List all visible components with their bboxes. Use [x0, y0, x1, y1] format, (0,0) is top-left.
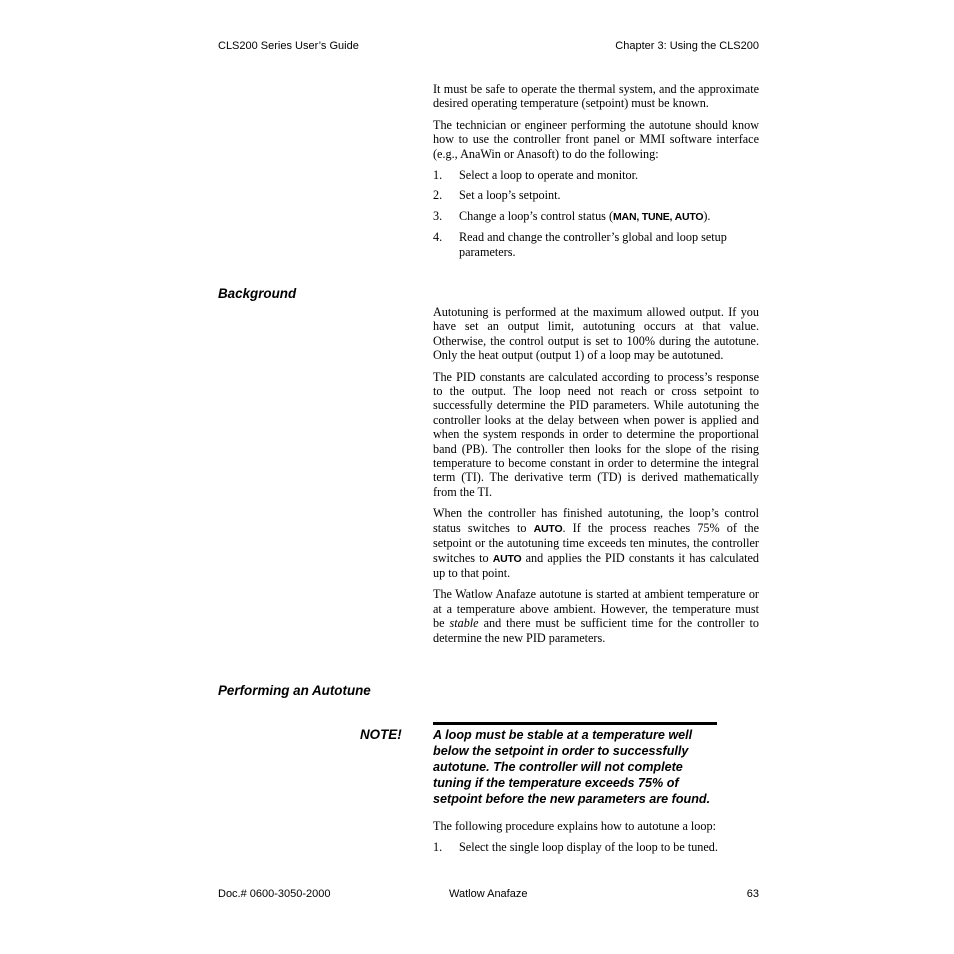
section-heading-performing-autotune: Performing an Autotune: [218, 683, 371, 698]
footer-doc-number: Doc.# 0600-3050-2000: [218, 888, 331, 900]
procedure-intro: The following procedure explains how to autotune a loop:: [433, 819, 716, 833]
note-divider: [433, 722, 717, 725]
list-item: 1. Select a loop to operate and monitor.: [433, 168, 639, 183]
list-item: 1. Select the single loop display of the loop to be tuned.: [433, 840, 718, 855]
control-status-keywords: MAN, TUNE, AUTO: [613, 210, 704, 223]
intro-paragraph-1: It must be safe to operate the thermal system, and the approximate desired operating temperature (setpoint) must be known.: [433, 82, 759, 111]
background-paragraph-4: The Watlow Anafaze autotune is started at ambient temperature or at a temperature above ambient. However, the temperature must be stable and there must be sufficient time for the controller to determine the new PID parameters.: [433, 587, 759, 645]
note-label: NOTE!: [360, 727, 402, 742]
running-header-chapter: Chapter 3: Using the CLS200: [615, 40, 759, 52]
list-item: 4. Read and change the controller’s global and loop setup parameters.: [433, 230, 727, 259]
background-section: [433, 305, 759, 652]
intro-paragraph-2: The technician or engineer performing the autotune should know how to use the controller front panel or MMI software interface (e.g., AnaWin or Anasoft) to do the following:: [433, 117, 759, 161]
list-item: 3. Change a loop’s control status (MAN, TUNE, AUTO).: [433, 208, 711, 223]
intro-section: [433, 82, 759, 265]
intro-steps-list: [433, 168, 759, 259]
background-paragraph-3: When the controller has finished autotuning, the loop’s control status switches to AUTO. If the process reaches 75% of the setpoint or the autotuning time exceeds ten minutes, the controller switches to AUTO and applies the PID constants it has calculated up to that point.: [433, 506, 760, 580]
running-header-title: CLS200 Series User’s Guide: [218, 40, 359, 52]
footer-company: Watlow Anafaze: [449, 888, 528, 900]
page-number: 63: [746, 888, 759, 900]
list-item: 2. Set a loop’s setpoint.: [433, 188, 561, 203]
procedure-section: [433, 819, 759, 861]
procedure-steps-list: [433, 840, 759, 854]
background-paragraph-1: Autotuning is performed at the maximum allowed output. If you have set an output limit, autotuning occurs at that value. Otherwise, the control output is set to 100% during the autotune. Only the heat output (output 1) of a loop may be autotuned.: [433, 305, 759, 363]
note-text: A loop must be stable at a temperature well below the setpoint in order to successfully autotune. The controller will not complete tuning if the temperature exceeds 75% of setpoint before the new parameters are found.: [433, 728, 711, 806]
background-paragraph-2: The PID constants are calculated according to process’s response to the output. The loop need not reach or cross setpoint to successfully determine the PID parameters. While autotuning the controller looks at the delay between when power is applied and when the system responds in order to determine the proportional band (PB). The controller then looks for the slope of the rising temperature to become constant in order to determine the integral term (TI). The derivative term (TD) is derived mathematically from the TI.: [433, 369, 759, 499]
section-heading-background: Background: [218, 286, 297, 301]
